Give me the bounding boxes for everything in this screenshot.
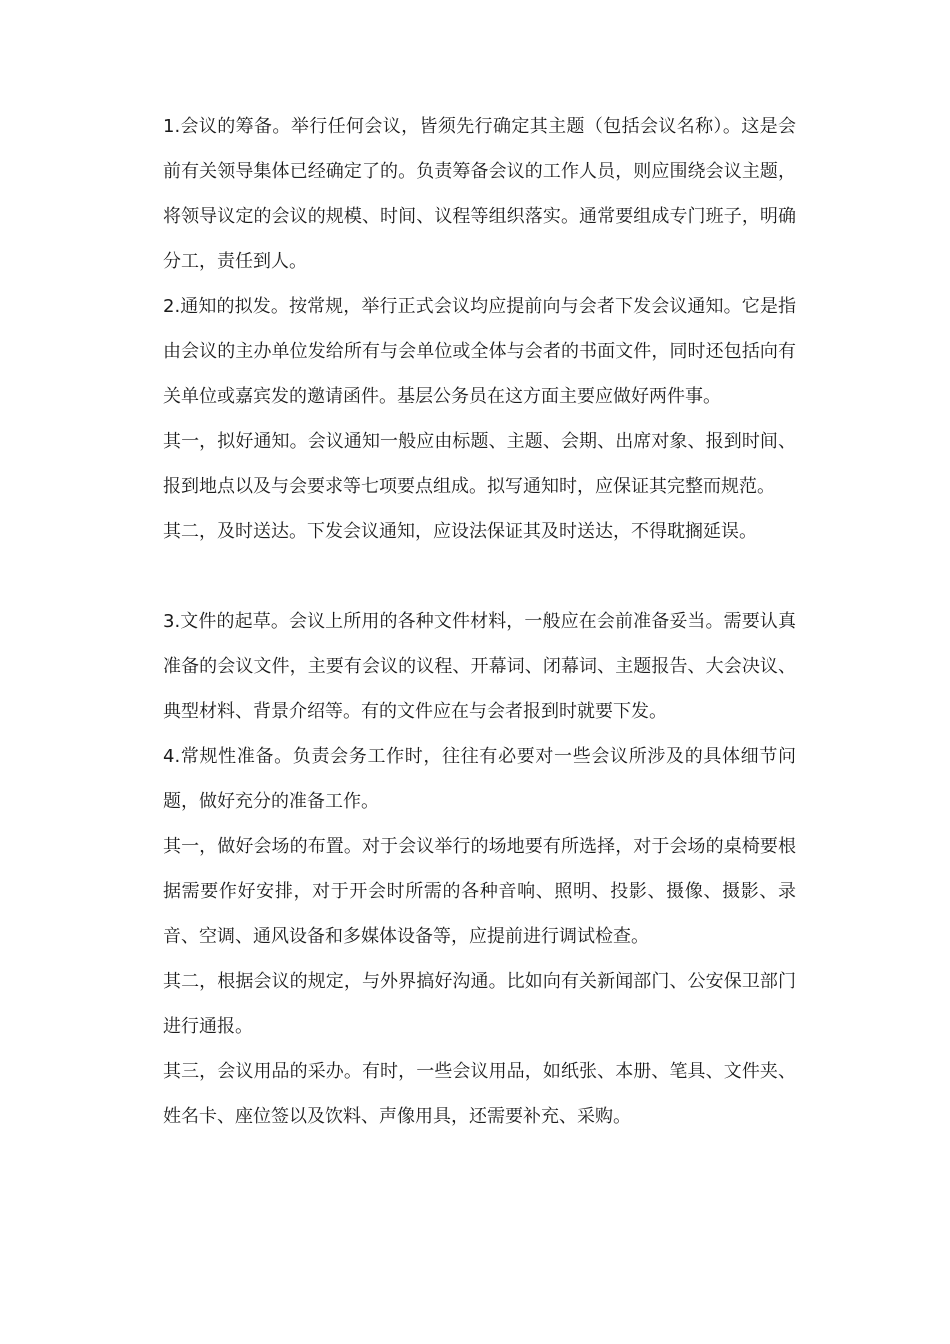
paragraph-external-communication: 其二，根据会议的规定，与外界搞好沟通。比如向有关新闻部门、公安保卫部门进行通报。 — [163, 971, 796, 1037]
paragraph-draft-notice: 其一，拟好通知。会议通知一般应由标题、主题、会期、出席对象、报到时间、报到地点以及与会要求等七项要点组成。拟写通知时，应保证其完整而规范。 — [163, 431, 796, 497]
paragraph-routine-preparation: 4.常规性准备。负责会务工作时，往往有必要对一些会议所涉及的具体细节问题，做好充分的准备工作。 — [163, 746, 796, 812]
paragraph-gap — [163, 554, 796, 599]
paragraph-notice-drafting: 2.通知的拟发。按常规，举行正式会议均应提前向与会者下发会议通知。它是指由会议的主办单位发给所有与会单位或全体与会者的书面文件，同时还包括向有关单位或嘉宾发的邀请函件。基层公务员在这方面主要应做好两件事。 — [163, 296, 796, 407]
paragraph-venue-layout: 其一，做好会场的布置。对于会议举行的场地要有所选择，对于会场的桌椅要根据需要作好安排，对于开会时所需的各种音响、照明、投影、摄像、摄影、录音、空调、通风设备和多媒体设备等，应提前进行调试检查。 — [163, 836, 796, 947]
document-body — [163, 104, 796, 1139]
paragraph-timely-delivery: 其二，及时送达。下发会议通知，应设法保证其及时送达，不得耽搁延误。 — [163, 521, 757, 542]
paragraph-supplies-purchase: 其三，会议用品的采办。有时，一些会议用品，如纸张、本册、笔具、文件夹、姓名卡、座位签以及饮料、声像用具，还需要补充、采购。 — [163, 1061, 796, 1127]
paragraph-meeting-preparation: 1.会议的筹备。举行任何会议，皆须先行确定其主题（包括会议名称）。这是会前有关领导集体已经确定了的。负责筹备会议的工作人员，则应围绕会议主题，将领导议定的会议的规模、时间、议程等组织落实。通常要组成专门班子，明确分工，责任到人。 — [163, 116, 796, 272]
paragraph-document-drafting: 3.文件的起草。会议上所用的各种文件材料，一般应在会前准备妥当。需要认真准备的会议文件，主要有会议的议程、开幕词、闭幕词、主题报告、大会决议、典型材料、背景介绍等。有的文件应在与会者报到时就要下发。 — [163, 611, 796, 722]
